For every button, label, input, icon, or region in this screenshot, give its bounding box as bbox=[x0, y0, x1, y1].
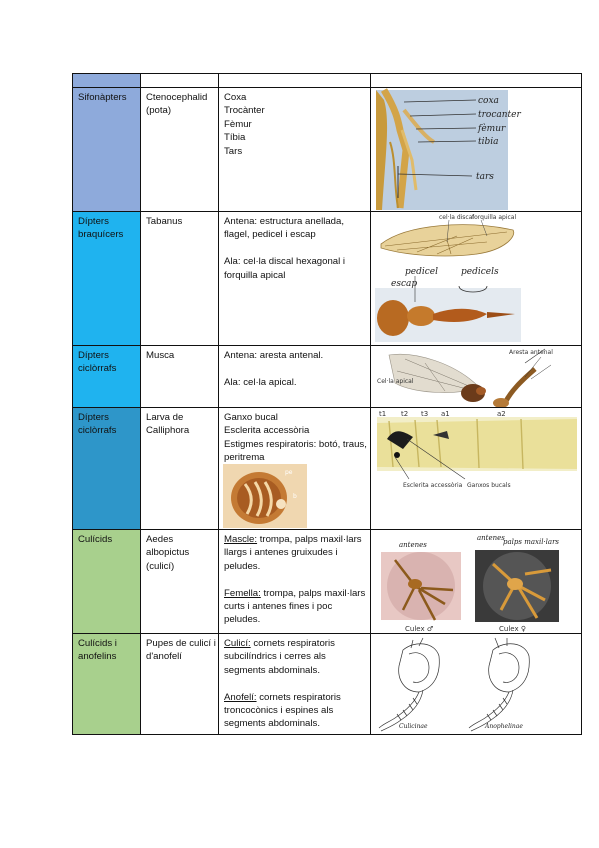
note-line: Tars bbox=[224, 145, 243, 157]
group-label: Dípters ciclòrrafs bbox=[78, 412, 117, 437]
figure-label: Culex ♀ bbox=[499, 625, 526, 633]
note-line: Tíbia bbox=[224, 132, 246, 144]
figure-label: palps maxil·lars bbox=[503, 538, 560, 546]
figure-label: Esclerita accessòria bbox=[403, 482, 463, 489]
header-cell-notes bbox=[218, 74, 370, 88]
figure-label: Culex ♂ bbox=[405, 625, 434, 633]
notes-cell bbox=[218, 212, 370, 346]
note-line: Anofelí: cornets respiratoris troncocònics i espines als segments abdominals. bbox=[224, 691, 341, 730]
figure-label: tibia bbox=[478, 137, 499, 147]
figure-cell bbox=[370, 408, 582, 530]
species-cell bbox=[140, 88, 218, 212]
header-cell-species bbox=[140, 74, 218, 88]
species-label: Aedes albopictus (culicí) bbox=[146, 534, 190, 572]
figure-label: t2 bbox=[401, 410, 409, 418]
note-line: Estigmes respiratoris: botó, traus, peritrema bbox=[224, 438, 367, 464]
figure-label: forquilla apical bbox=[472, 214, 517, 221]
musca-photo bbox=[375, 347, 555, 407]
figure-label: a1 bbox=[441, 410, 450, 418]
species-label: Pupes de culicí i d'anofelí bbox=[146, 638, 216, 663]
group-label: Dípters ciclòrrafs bbox=[78, 350, 117, 375]
figure-label: t1 bbox=[379, 410, 387, 418]
tabanus-antenna-photo bbox=[375, 266, 521, 342]
pupae-drawing bbox=[375, 636, 579, 733]
figure-label: antenes bbox=[477, 534, 505, 542]
notes-cell bbox=[218, 408, 370, 530]
table-row bbox=[72, 345, 582, 408]
figure-label: antenes bbox=[399, 541, 427, 549]
table-row bbox=[72, 529, 582, 634]
tabanus-wing-photo bbox=[377, 214, 519, 264]
table-row bbox=[72, 87, 582, 212]
group-cell bbox=[72, 530, 140, 634]
figure-label: pe bbox=[285, 469, 293, 476]
table-bottom-border bbox=[72, 734, 582, 735]
header-cell-group bbox=[72, 74, 140, 88]
species-label: Musca bbox=[146, 350, 175, 361]
group-cell bbox=[72, 212, 140, 346]
species-cell bbox=[140, 408, 218, 530]
header-row bbox=[72, 73, 582, 88]
group-cell bbox=[72, 408, 140, 530]
figure-cell bbox=[370, 346, 582, 408]
figure-label: Anophelinae bbox=[485, 723, 523, 730]
figure-label: escap bbox=[391, 279, 418, 289]
figure-label: Culicinae bbox=[399, 723, 428, 730]
figure-label: trocanter bbox=[478, 110, 521, 120]
figure-label: Ganxos bucals bbox=[467, 482, 511, 489]
figure-label: cel·la discal bbox=[439, 214, 475, 221]
species-cell bbox=[140, 634, 218, 735]
larva-photo bbox=[373, 409, 579, 495]
note-line: Ganxo bucal bbox=[224, 412, 278, 423]
figure-label: Cel·la apical bbox=[377, 378, 414, 385]
notes-cell bbox=[218, 530, 370, 634]
notes-cell bbox=[218, 634, 370, 735]
group-label: Sifonàpters bbox=[78, 92, 127, 103]
figure-cell bbox=[370, 212, 582, 346]
figure-label: b bbox=[293, 493, 297, 500]
note-line: Culicí: cornets respiratoris subcilíndrics i cerres als segments abdominals. bbox=[224, 638, 335, 676]
species-label: Tabanus bbox=[146, 216, 183, 227]
group-cell bbox=[72, 88, 140, 212]
figure-label: fèmur bbox=[478, 124, 506, 134]
figure-cell bbox=[370, 88, 582, 212]
table-row bbox=[72, 211, 582, 346]
header-cell-figure bbox=[370, 74, 582, 88]
mosquito-photos bbox=[375, 530, 579, 634]
species-cell bbox=[140, 530, 218, 634]
table-row bbox=[72, 633, 582, 735]
species-cell bbox=[140, 346, 218, 408]
figure-label: Aresta antenal bbox=[509, 349, 553, 356]
note-line: Fèmur bbox=[224, 118, 252, 130]
note-line: Mascle: trompa, palps maxil·lars llargs i antenes gruixudes i peludes. bbox=[224, 534, 362, 572]
note-line: Antena: aresta antenal. bbox=[224, 350, 324, 361]
figure-cell bbox=[370, 634, 582, 735]
flea-leg-photo bbox=[376, 90, 521, 210]
figure-label: pedicels bbox=[461, 267, 499, 277]
figure-label: pedicel bbox=[405, 267, 438, 277]
note-line: Trocànter bbox=[224, 105, 265, 117]
spiracle-photo bbox=[223, 464, 307, 528]
notes-cell bbox=[218, 88, 370, 212]
figure-label: coxa bbox=[478, 96, 499, 106]
group-cell bbox=[72, 346, 140, 408]
table-row bbox=[72, 407, 582, 530]
figure-cell bbox=[370, 530, 582, 634]
group-label: Culícids i anofelins bbox=[78, 638, 117, 663]
group-cell bbox=[72, 634, 140, 735]
group-label: Dípters braquícers bbox=[78, 216, 124, 241]
note-line: Ala: cel·la discal hexagonal i forquilla apical bbox=[224, 256, 346, 281]
species-label: Larva de Calliphora bbox=[146, 412, 190, 437]
figure-label: tars bbox=[476, 172, 494, 182]
notes-cell bbox=[218, 346, 370, 408]
figure-label: t3 bbox=[421, 410, 429, 418]
species-label: Ctenocephalid (pota) bbox=[146, 92, 208, 117]
species-cell bbox=[140, 212, 218, 346]
note-line: Coxa bbox=[224, 92, 247, 103]
figure-label: a2 bbox=[497, 410, 506, 418]
note-line: Femella: trompa, palps maxil·lars curts i antenes fines i poc peludes. bbox=[224, 587, 366, 626]
note-line: Antena: estructura anellada, flagel, pedicel i escap bbox=[224, 216, 345, 241]
group-label: Culícids bbox=[78, 534, 113, 545]
note-line: Esclerita accessòria bbox=[224, 425, 310, 437]
note-line: Ala: cel·la apical. bbox=[224, 376, 297, 388]
